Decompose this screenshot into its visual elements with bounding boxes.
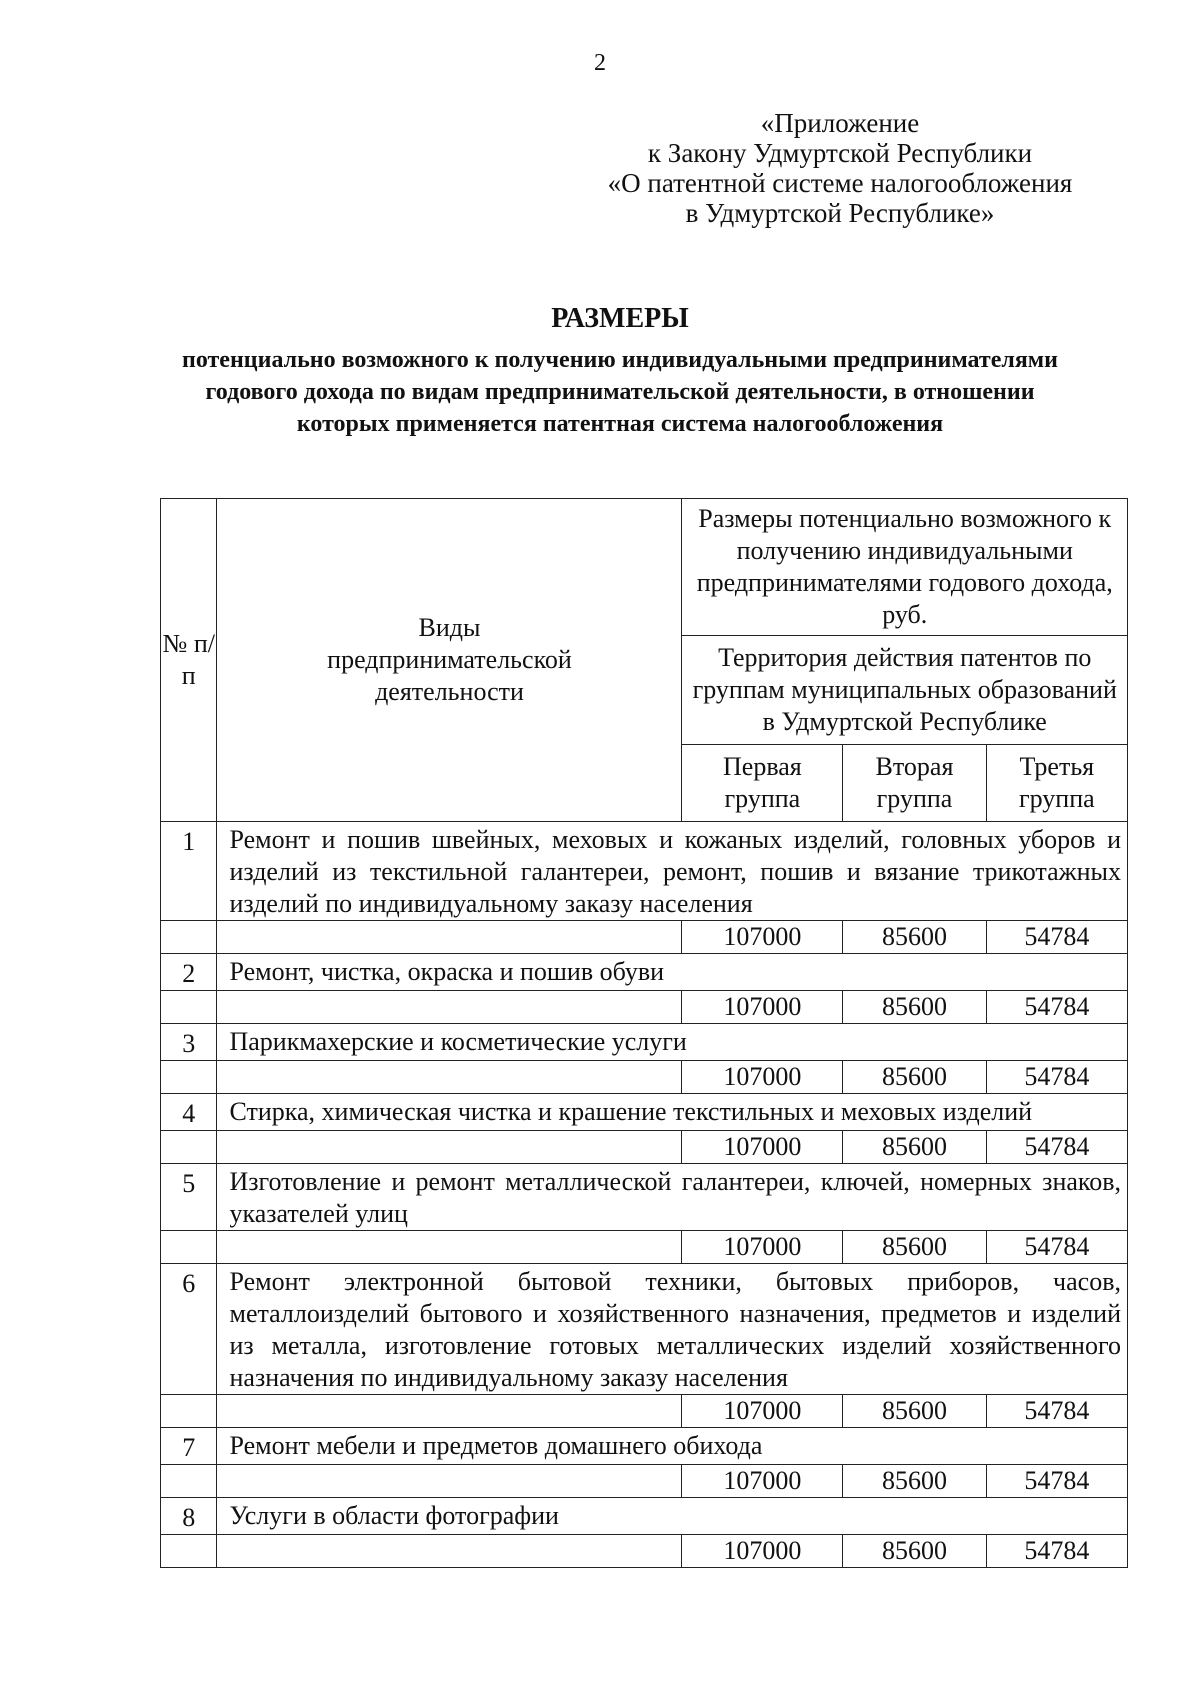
- empty-cell: [217, 1465, 682, 1498]
- appendix-line-4: в Удмуртской Республике»: [685, 198, 995, 228]
- value-group-2: 85600: [843, 991, 986, 1024]
- empty-cell: [161, 1131, 217, 1164]
- table-row: [161, 1024, 1128, 1061]
- value-group-1: 107000: [682, 1231, 843, 1264]
- empty-cell: [217, 991, 682, 1024]
- header-group-2: [843, 745, 986, 822]
- value-group-1: 107000: [682, 1395, 843, 1428]
- row-activity: Ремонт электронной бытовой техники, бытовых приборов, часов, металлоизделий бытового и хозяйственного назначения, предметов и изделий из металла, изготовление готовых металлических изделий хозяйственного назначения по индивидуальному заказу населения: [217, 1264, 1128, 1395]
- value-group-1: 107000: [682, 1061, 843, 1094]
- table-row-values: [161, 1061, 1128, 1094]
- table-row-values: [161, 1131, 1128, 1164]
- appendix-line-3: «О патентной системе налогообложения: [607, 168, 1073, 198]
- value-group-1: 107000: [682, 1131, 843, 1164]
- table-row-values: [161, 991, 1128, 1024]
- table-row: [161, 954, 1128, 991]
- empty-cell: [161, 1231, 217, 1264]
- row-activity: Ремонт и пошив швейных, меховых и кожаных изделий, головных уборов и изделий из текстильной галантереи, ремонт, пошив и вязание трикотажных изделий по индивидуальному заказу населения: [217, 822, 1128, 921]
- header-activity: [217, 499, 682, 822]
- empty-cell: [161, 921, 217, 954]
- value-group-2: 85600: [843, 1395, 986, 1428]
- value-group-3: 54784: [986, 1535, 1127, 1568]
- empty-cell: [217, 921, 682, 954]
- row-number: 6: [161, 1264, 217, 1395]
- table-row-values: [161, 1535, 1128, 1568]
- row-number: 5: [161, 1164, 217, 1231]
- header-activity-text: Виды предпринимательской деятельности: [327, 613, 572, 706]
- row-activity: Ремонт, чистка, окраска и пошив обуви: [217, 954, 1128, 991]
- table-row-values: [161, 921, 1128, 954]
- header-group-3: [986, 745, 1127, 822]
- empty-cell: [161, 1535, 217, 1568]
- row-activity: Парикмахерские и косметические услуги: [217, 1024, 1128, 1061]
- header-num: № п/п: [161, 499, 217, 822]
- row-number: 3: [161, 1024, 217, 1061]
- empty-cell: [161, 991, 217, 1024]
- empty-cell: [217, 1231, 682, 1264]
- table-row-values: [161, 1465, 1128, 1498]
- value-group-3: 54784: [986, 1061, 1127, 1094]
- value-group-2: 85600: [843, 1535, 986, 1568]
- row-number: 1: [161, 822, 217, 921]
- table-row: [161, 1164, 1128, 1231]
- table-row: [161, 822, 1128, 921]
- value-group-1: 107000: [682, 1535, 843, 1568]
- appendix-block: [560, 108, 1120, 228]
- value-group-2: 85600: [843, 921, 986, 954]
- table-row: [161, 1428, 1128, 1465]
- value-group-2: 85600: [843, 1465, 986, 1498]
- row-activity: Ремонт мебели и предметов домашнего обихода: [217, 1428, 1128, 1465]
- header-group-1-text: Первая группа: [723, 752, 802, 813]
- income-table: [160, 498, 1128, 1568]
- value-group-3: 54784: [986, 991, 1127, 1024]
- row-number: 2: [161, 954, 217, 991]
- value-group-2: 85600: [843, 1131, 986, 1164]
- value-group-3: 54784: [986, 1131, 1127, 1164]
- value-group-3: 54784: [986, 921, 1127, 954]
- table-row: [161, 1498, 1128, 1535]
- value-group-2: 85600: [843, 1061, 986, 1094]
- table-row: [161, 1264, 1128, 1395]
- row-activity: Изготовление и ремонт металлической галантереи, ключей, номерных знаков, указателей улиц: [217, 1164, 1128, 1231]
- empty-cell: [161, 1061, 217, 1094]
- empty-cell: [217, 1535, 682, 1568]
- header-territory: Территория действия патентов по группам муниципальных образований в Удмуртской Республике: [682, 636, 1128, 745]
- value-group-3: 54784: [986, 1395, 1127, 1428]
- value-group-1: 107000: [682, 991, 843, 1024]
- value-group-2: 85600: [843, 1231, 986, 1264]
- empty-cell: [217, 1131, 682, 1164]
- row-number: 4: [161, 1094, 217, 1131]
- header-sizes: Размеры потенциально возможного к получению индивидуальными предпринимателями годового дохода, руб.: [682, 499, 1128, 636]
- header-group-3-text: Третья группа: [1018, 752, 1095, 813]
- page-number: 2: [594, 50, 606, 76]
- document-title: [160, 302, 1080, 440]
- value-group-1: 107000: [682, 1465, 843, 1498]
- empty-cell: [161, 1395, 217, 1428]
- empty-cell: [217, 1395, 682, 1428]
- appendix-line-1: «Приложение: [760, 108, 920, 138]
- row-number: 8: [161, 1498, 217, 1535]
- table-row-values: [161, 1231, 1128, 1264]
- value-group-3: 54784: [986, 1465, 1127, 1498]
- appendix-line-2: к Закону Удмуртской Республики: [647, 138, 1033, 168]
- value-group-1: 107000: [682, 921, 843, 954]
- header-group-2-text: Вторая группа: [875, 752, 954, 813]
- table-body: [161, 822, 1128, 1568]
- title-heading: РАЗМЕРЫ: [551, 303, 689, 334]
- header-group-1: [682, 745, 843, 822]
- value-group-3: 54784: [986, 1231, 1127, 1264]
- row-activity: Услуги в области фотографии: [217, 1498, 1128, 1535]
- table-row-values: [161, 1395, 1128, 1428]
- row-number: 7: [161, 1428, 217, 1465]
- empty-cell: [161, 1465, 217, 1498]
- row-activity: Стирка, химическая чистка и крашение текстильных и меховых изделий: [217, 1094, 1128, 1131]
- empty-cell: [217, 1061, 682, 1094]
- title-subheading: потенциально возможного к получению индивидуальными предпринимателями годового дохода по видам предпринимательской деятельности, в отношении которых применяется патентная система налогообложения: [182, 347, 1058, 437]
- table-row: [161, 1094, 1128, 1131]
